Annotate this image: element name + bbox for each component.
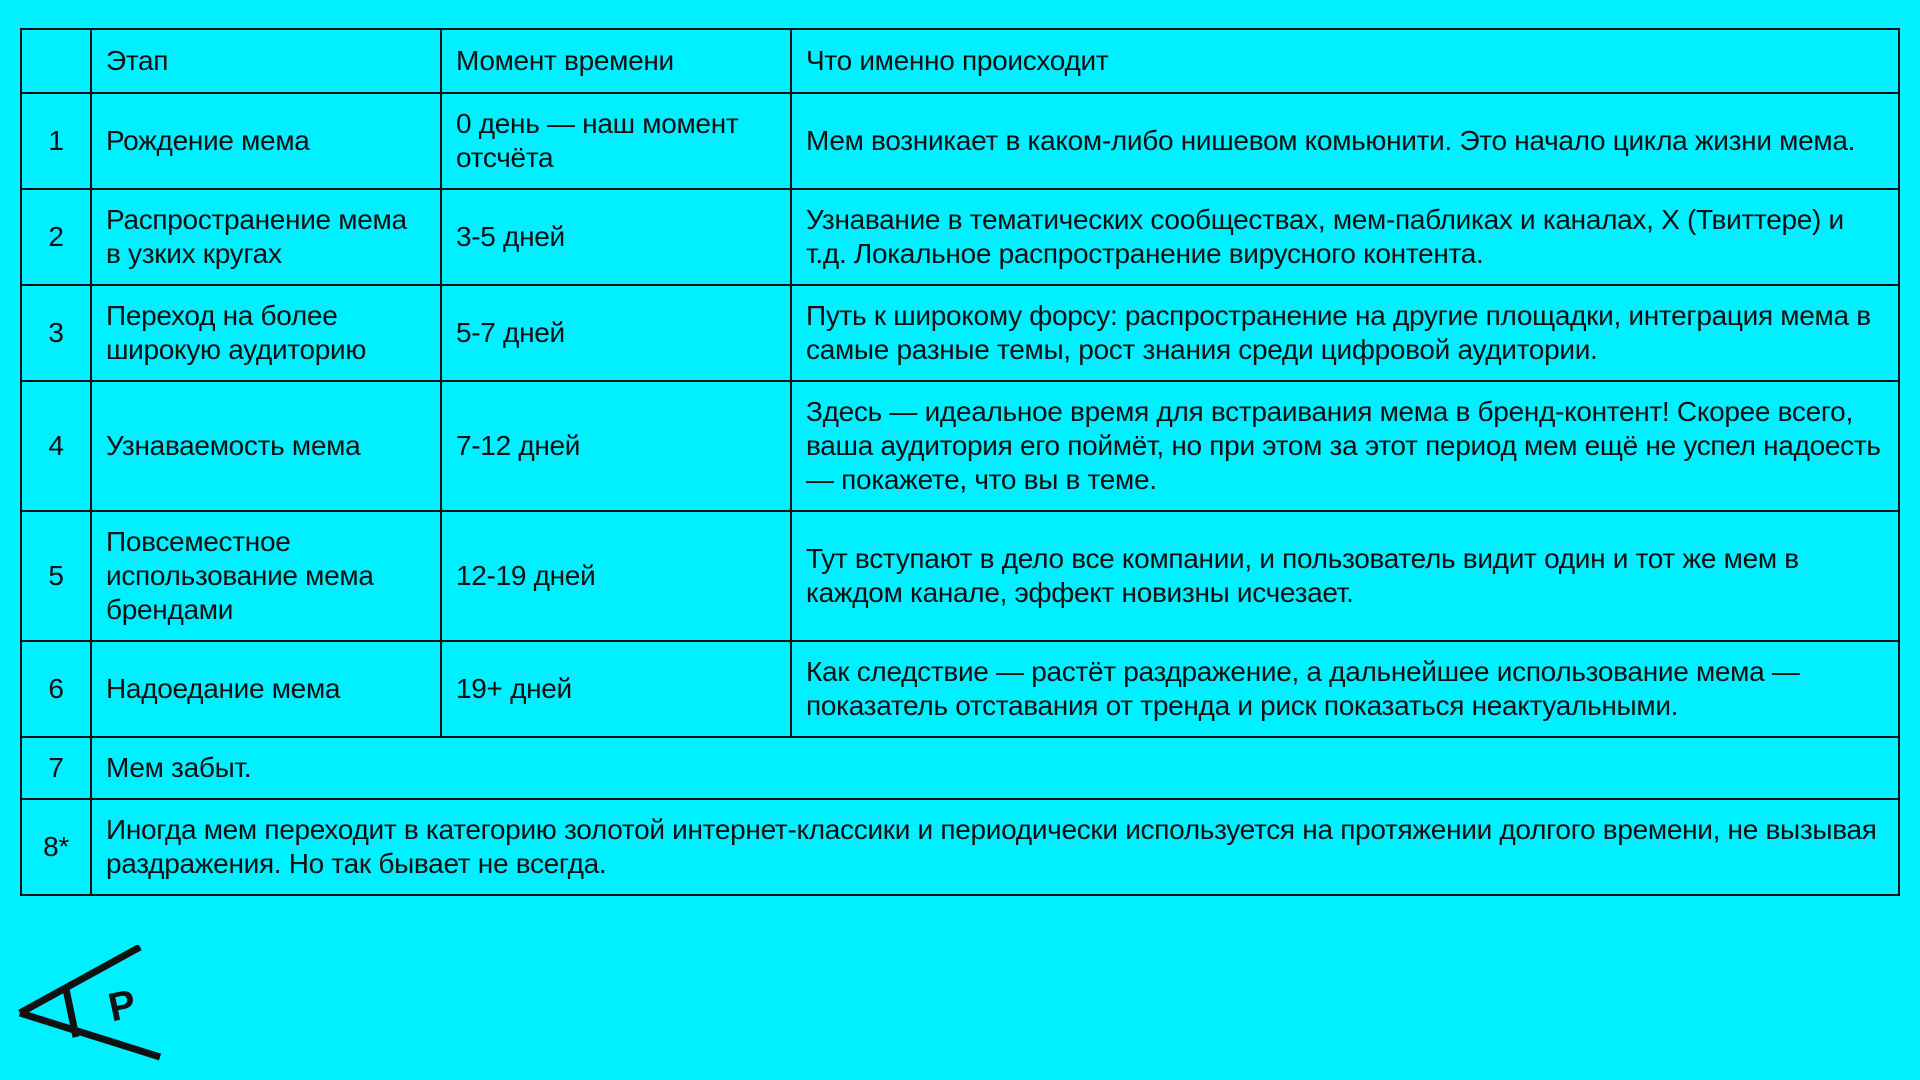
row-number: 3 xyxy=(21,285,91,381)
row-classic-text: Иногда мем переходит в категорию золотой интернет-классики и периодически используется на протяжении долгого времени, не вызывая раздражения. Но так бывает не всегда. xyxy=(91,799,1899,895)
meme-lifecycle-table xyxy=(20,28,1900,896)
row-time: 7-12 дней xyxy=(441,381,791,511)
row-description: Мем возникает в каком-либо нишевом комьюнити. Это начало цикла жизни мема. xyxy=(791,93,1899,189)
table-row xyxy=(21,189,1899,285)
row-description: Как следствие — растёт раздражение, а дальнейшее использование мема — показатель отставания от тренда и риск показаться неактуальными. xyxy=(791,641,1899,737)
row-number: 1 xyxy=(21,93,91,189)
row-number: 7 xyxy=(21,737,91,799)
table-row-forgotten xyxy=(21,737,1899,799)
row-description: Здесь — идеальное время для встраивания мема в бренд-контент! Скорее всего, ваша аудитория его поймёт, но при этом за этот период мем ещё не успел надоесть — покажете, что вы в теме. xyxy=(791,381,1899,511)
table-row xyxy=(21,641,1899,737)
lifecycle-table-container xyxy=(20,28,1900,896)
row-stage: Распространение мема в узких кругах xyxy=(91,189,441,285)
row-number: 8* xyxy=(21,799,91,895)
row-time: 12-19 дней xyxy=(441,511,791,641)
row-number: 6 xyxy=(21,641,91,737)
header-num xyxy=(21,29,91,93)
row-description: Путь к широкому форсу: распространение на другие площадки, интеграция мема в самые разные темы, рост знания среди цифровой аудитории. xyxy=(791,285,1899,381)
table-row xyxy=(21,285,1899,381)
table-row-classic xyxy=(21,799,1899,895)
row-description: Узнавание в тематических сообществах, мем-пабликах и каналах, X (Твиттере) и т.д. Локальное распространение вирусного контента. xyxy=(791,189,1899,285)
eye-p-logo-icon xyxy=(18,945,164,1061)
row-time: 3-5 дней xyxy=(441,189,791,285)
header-time: Момент времени xyxy=(441,29,791,93)
table-row xyxy=(21,93,1899,189)
row-stage: Рождение мема xyxy=(91,93,441,189)
row-time: 0 день — наш момент отсчёта xyxy=(441,93,791,189)
row-number: 2 xyxy=(21,189,91,285)
row-stage: Надоедание мема xyxy=(91,641,441,737)
row-number: 5 xyxy=(21,511,91,641)
row-stage: Повсеместное использование мема брендами xyxy=(91,511,441,641)
row-forgotten-text: Мем забыт. xyxy=(91,737,1899,799)
table-row xyxy=(21,511,1899,641)
row-description: Тут вступают в дело все компании, и пользователь видит один и тот же мем в каждом канале, эффект новизны исчезает. xyxy=(791,511,1899,641)
row-time: 19+ дней xyxy=(441,641,791,737)
row-number: 4 xyxy=(21,381,91,511)
header-stage: Этап xyxy=(91,29,441,93)
logo-letter: P xyxy=(104,981,140,1031)
table-row xyxy=(21,381,1899,511)
row-stage: Узнаваемость мема xyxy=(91,381,441,511)
table-header-row xyxy=(21,29,1899,93)
row-time: 5-7 дней xyxy=(441,285,791,381)
row-stage: Переход на более широкую аудиторию xyxy=(91,285,441,381)
header-description: Что именно происходит xyxy=(791,29,1899,93)
